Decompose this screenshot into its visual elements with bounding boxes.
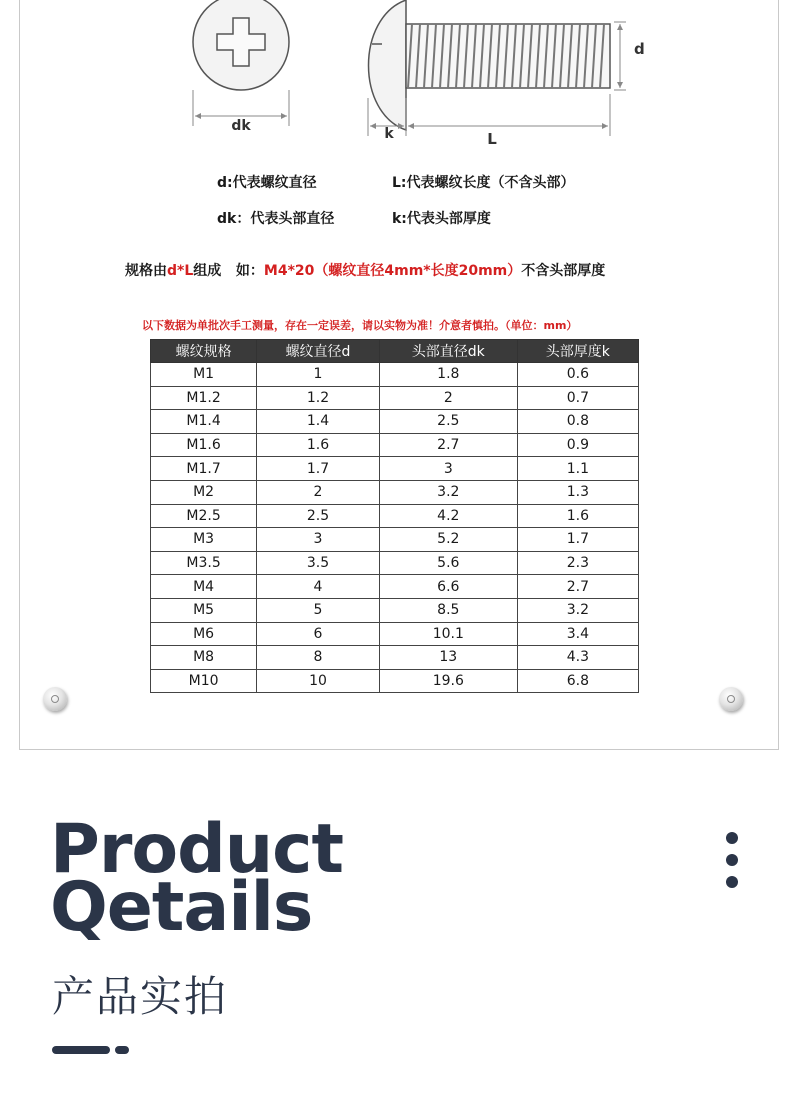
l-dimension-label: L: [487, 130, 497, 148]
table-cell: 5.2: [379, 528, 517, 552]
table-header-row: [151, 340, 639, 363]
decor-bar-long: [52, 1046, 110, 1054]
table-cell: 5: [257, 598, 380, 622]
table-cell: M1: [151, 363, 257, 387]
table-cell: 6.6: [379, 575, 517, 599]
legend-d: d:代表螺纹直径: [217, 175, 317, 191]
header-thread-diameter: 螺纹直径d: [257, 340, 380, 363]
legend-l: L:代表螺纹长度（不含头部）: [392, 175, 575, 191]
table-cell: M1.7: [151, 457, 257, 481]
table-cell: 1: [257, 363, 380, 387]
measurement-note: 以下数据为单批次手工测量，存在一定误差，请以实物为准！介意者慎拍。（单位：mm）: [142, 319, 578, 332]
table-cell: 10.1: [379, 622, 517, 646]
table-cell: 4.2: [379, 504, 517, 528]
table-cell: 2.5: [257, 504, 380, 528]
table-cell: 13: [379, 646, 517, 670]
table-row: [151, 480, 639, 504]
table-cell: 2.3: [517, 551, 638, 575]
table-row: [151, 551, 639, 575]
table-cell: 0.7: [517, 386, 638, 410]
vertical-dots-icon: [726, 832, 738, 898]
decorative-screw-left: [43, 687, 67, 711]
table-cell: 8.5: [379, 598, 517, 622]
table-cell: 1.7: [517, 528, 638, 552]
table-cell: 1.4: [257, 410, 380, 434]
table-cell: 3: [257, 528, 380, 552]
table-row: [151, 598, 639, 622]
table-cell: 2: [257, 480, 380, 504]
screw-side-view: [354, 0, 610, 130]
table-row: [151, 504, 639, 528]
table-cell: 4.3: [517, 646, 638, 670]
table-cell: 3.4: [517, 622, 638, 646]
table-cell: 3: [379, 457, 517, 481]
table-cell: M6: [151, 622, 257, 646]
table-cell: 10: [257, 669, 380, 693]
table-cell: 8: [257, 646, 380, 670]
table-body: [151, 363, 639, 693]
table-row: [151, 386, 639, 410]
table-cell: M5: [151, 598, 257, 622]
table-cell: 1.6: [517, 504, 638, 528]
table-cell: M1.6: [151, 433, 257, 457]
section-title-line1: Product: [50, 810, 343, 889]
table-cell: 4: [257, 575, 380, 599]
header-head-thickness: 头部厚度k: [517, 340, 638, 363]
table-cell: 0.8: [517, 410, 638, 434]
table-row: [151, 669, 639, 693]
table-cell: 3.5: [257, 551, 380, 575]
decor-bar-short: [115, 1046, 129, 1054]
spec-description: [125, 260, 605, 280]
screw-head-top-view: [193, 0, 289, 126]
table-cell: M4: [151, 575, 257, 599]
table-cell: 3.2: [379, 480, 517, 504]
decorative-screw-right: [719, 687, 743, 711]
table-cell: 1.8: [379, 363, 517, 387]
table-cell: M10: [151, 669, 257, 693]
table-cell: 2.5: [379, 410, 517, 434]
spec-mid: 组成 如：: [193, 263, 264, 279]
spec-table: [150, 339, 639, 693]
table-row: [151, 433, 639, 457]
screw-diagram: [20, 0, 780, 158]
table-row: [151, 622, 639, 646]
table-cell: 2.7: [517, 575, 638, 599]
table-cell: 1.2: [257, 386, 380, 410]
table-row: [151, 646, 639, 670]
table-row: [151, 363, 639, 387]
k-dimension-label: k: [384, 126, 394, 142]
table-cell: 19.6: [379, 669, 517, 693]
table-cell: 6: [257, 622, 380, 646]
table-cell: 2: [379, 386, 517, 410]
table-cell: M2: [151, 480, 257, 504]
table-cell: 2.7: [379, 433, 517, 457]
table-cell: M2.5: [151, 504, 257, 528]
table-cell: 0.6: [517, 363, 638, 387]
legend-k: k:代表头部厚度: [392, 211, 491, 227]
spec-dl: d*L: [167, 263, 194, 279]
table-row: [151, 528, 639, 552]
spec-example: M4*20（螺纹直径4mm*长度20mm）: [263, 263, 522, 279]
header-thread-spec: 螺纹规格: [151, 340, 257, 363]
table-cell: 5.6: [379, 551, 517, 575]
table-cell: 0.9: [517, 433, 638, 457]
table-row: [151, 410, 639, 434]
table-row: [151, 457, 639, 481]
table-cell: M3: [151, 528, 257, 552]
table-cell: M3.5: [151, 551, 257, 575]
table-cell: 1.6: [257, 433, 380, 457]
dk-dimension-label: dk: [231, 118, 251, 134]
header-head-diameter: 头部直径dk: [379, 340, 517, 363]
legend-dk: dk：代表头部直径: [217, 211, 335, 227]
table-cell: 1.3: [517, 480, 638, 504]
section-title-line2: Qetails: [50, 868, 313, 947]
d-dimension-label: d: [634, 40, 645, 58]
section-title-cn: 产品实拍: [52, 972, 229, 1021]
table-cell: 1.1: [517, 457, 638, 481]
table-cell: 1.7: [257, 457, 380, 481]
spec-prefix: 规格由: [125, 263, 167, 279]
spec-suffix: 不含头部厚度: [521, 263, 606, 279]
table-cell: M1.2: [151, 386, 257, 410]
table-cell: 6.8: [517, 669, 638, 693]
table-cell: M1.4: [151, 410, 257, 434]
table-cell: 3.2: [517, 598, 638, 622]
table-cell: M8: [151, 646, 257, 670]
table-row: [151, 575, 639, 599]
